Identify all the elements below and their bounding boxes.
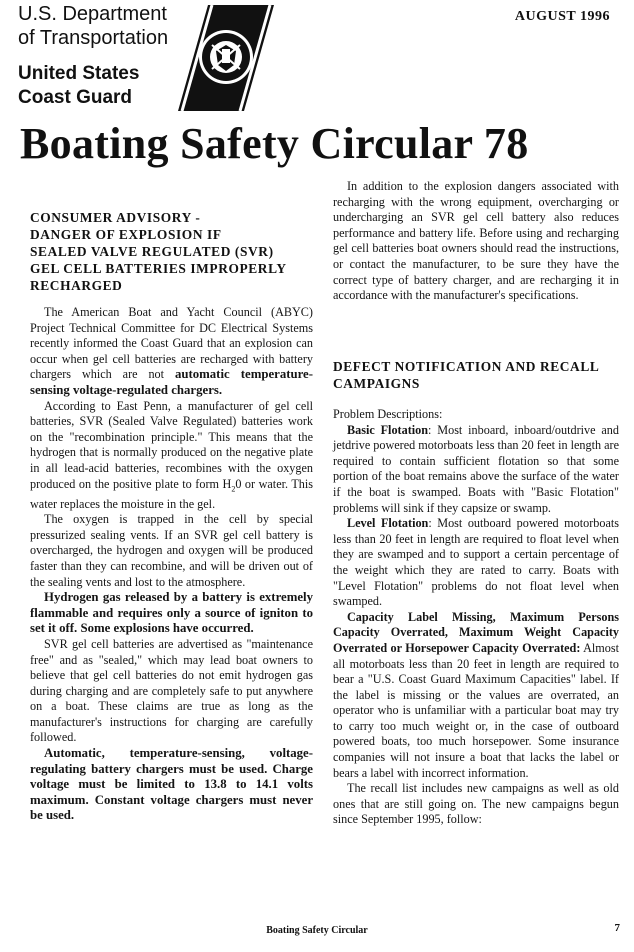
basic-flotation-paragraph: Basic Flotation: Most inboard, inboard/outdrive and jetdrive powered motorboats less than 20 feet in length are required to contain sufficient flotation so that some portion of the boat remains above the surface of the water if the boat is swamped. Boats with "Basic Flotation" problems will sink if they capsize or swamp.	[333, 422, 619, 515]
page-title: Boating Safety Circular 78	[20, 119, 529, 168]
consumer-advisory-heading	[30, 209, 313, 294]
defect-body	[333, 407, 619, 828]
advisory-paragraph-3: The oxygen is trapped in the cell by special pressurized sealing vents. If an SVR gel cell battery is overcharged, the hydrogen and oxygen will be produced faster than they can recombine, and will be driven out of the sealing vents and lost to the atmosphere.	[30, 512, 313, 589]
dept-line-1: U.S. Department	[18, 3, 167, 25]
defect-heading	[333, 358, 619, 392]
issue-date: AUGUST 1996	[514, 9, 610, 24]
agency-line-1: United States	[18, 63, 140, 84]
capacity-paragraph: Capacity Label Missing, Maximum Persons Capacity Overrated, Maximum Weight Capacity Overrated or Horsepower Capacity Overrated: Almost all motorboats less than 20 feet in length are required to bear a "U.S. Coast Guard Maximum Capacities" label. If the label is missing or the values are overrated, an operator who is unfamiliar with a particular boat may try to carry too much weight or, in the case of outboard powered boats, too much horsepower. Some insurance companies will not insure a boat that lacks the label or bears a label with incorrect information.	[333, 609, 619, 780]
problem-descriptions-label: Problem Descriptions:	[333, 407, 443, 421]
agency-line-2: Coast Guard	[18, 87, 133, 108]
heading-line: SEALED VALVE REGULATED (SVR)	[30, 244, 274, 259]
heading-line: CONSUMER ADVISORY -	[30, 210, 201, 225]
advisory-paragraph-7: In addition to the explosion dangers associated with recharging with the wrong equipment, overcharging or undercharging an SVR gel cell battery also reduces performance and battery life. Before using and recharging gel cell batteries boat owners should read the instructions, or contact the manufacturer, to be sure they have the correct type of battery charger, and are recharging it in accordance with the manufacturer's specifications.	[333, 179, 619, 303]
footer-label: Boating Safety Circular	[266, 925, 368, 936]
heading-line: RECHARGED	[30, 278, 123, 293]
advisory-emphasis: automatic temperature-sensing voltage-regulated chargers.	[30, 367, 313, 397]
right-column-intro	[333, 179, 619, 304]
left-column	[30, 305, 313, 824]
heading-line: CAMPAIGNS	[333, 376, 420, 391]
department-name	[18, 2, 188, 50]
page-number: 7	[614, 922, 620, 934]
advisory-paragraph-5: SVR gel cell batteries are advertised as "maintenance free" and as "sealed," which may lead boat owners to believe that gel cell batteries do not emit hydrogen gas during charging and are completely safe to put anywhere on a boat. These claims are true as long as the manufacturer's instructions for charging are carefully followed.	[30, 636, 313, 745]
advisory-charger-requirement: Automatic, temperature-sensing, voltage-regulating battery chargers must be used. Charge voltage must be limited to 13.8 to 14.1 volts maximum. Constant voltage chargers must never be used.	[30, 746, 313, 823]
heading-line: DEFECT NOTIFICATION AND RECALL	[333, 359, 600, 374]
heading-line: GEL CELL BATTERIES IMPROPERLY	[30, 261, 287, 276]
coast-guard-seal-icon	[178, 5, 274, 111]
subscript-2: 2	[231, 483, 236, 493]
recall-paragraph: The recall list includes new campaigns as well as old ones that are still going on. The new campaigns begun since September 1995, follow:	[333, 781, 619, 827]
level-flotation-paragraph: Level Flotation: Most outboard powered motorboats less than 20 feet in length are required to float level when they are swamped and to support a certain percentage of the weight which they are rated to carry. Boats with "Level Flotation" problems do not float level when swamped.	[333, 516, 619, 609]
advisory-warning: Hydrogen gas released by a battery is extremely flammable and requires only a source of igniton to set it off. Some explosions have occurred.	[30, 590, 313, 636]
advisory-paragraph-1: The American Boat and Yacht Council (ABYC) Project Technical Committee for DC Electrical Systems recently informed the Coast Guard that an explosion can occur when gel cell batteries are recharged with battery chargers which are not automatic temperature-sensing voltage-regulated chargers.	[30, 305, 313, 397]
heading-line: DANGER OF EXPLOSION IF	[30, 227, 222, 242]
advisory-paragraph-2: According to East Penn, a manufacturer of gel cell batteries, SVR (Sealed Valve Regulated) batteries work on the "recombination principle." This means that the hydrogen that is normally produced on the negative plate in all lead-acid batteries, recombines with the oxygen produced on the positive plate to form $H_20$ or water. This water replaces the moisture in the gel.	[30, 398, 314, 511]
dept-line-2: of Transportation	[18, 27, 169, 49]
agency-name	[18, 62, 188, 110]
